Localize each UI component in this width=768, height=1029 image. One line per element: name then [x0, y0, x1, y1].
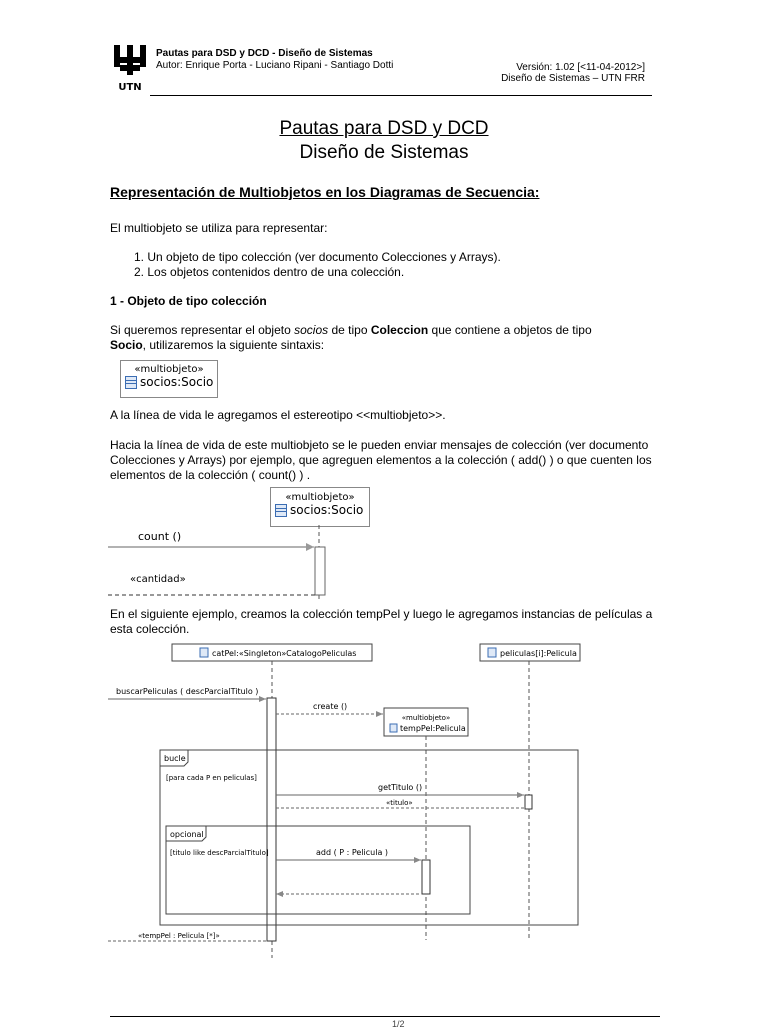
header-version: Versión: 1.02 [<11-04-2012>] [516, 62, 645, 73]
header-doc-title: Pautas para DSD y DCD - Diseño de Sistemas [156, 48, 373, 59]
sequence-diagram-1 [108, 525, 388, 600]
message-add: add ( P : Pelicula ) [316, 848, 389, 857]
sequence-diagram-2 [108, 640, 588, 958]
return-temppel: «tempPel : Pelicula [*]» [138, 932, 220, 940]
logo-text: UTN [118, 82, 142, 93]
section-heading: Representación de Multiobjetos en los Diagramas de Secuencia: [110, 184, 540, 200]
opt-guard: [titulo like descParcialTitulo] [170, 849, 269, 857]
frame-loop-label: bucle [164, 754, 186, 763]
page-title: Pautas para DSD y DCD [279, 118, 489, 139]
footer-divider [110, 1016, 660, 1017]
header-divider [150, 95, 652, 96]
utn-logo [110, 43, 150, 93]
paragraph-2: A la línea de vida le agregamos el estereotipo <<multiobjeto>>. [110, 408, 446, 422]
header-department: Diseño de Sistemas – UTN FRR [501, 73, 645, 84]
multiobject-stereotype: «multiobjeto» [134, 364, 204, 375]
object-icon [275, 504, 287, 517]
temp-name: tempPel:Pelicula [400, 724, 466, 733]
message-gettitulo: getTitulo () [378, 783, 423, 792]
multiobject-box [120, 360, 218, 398]
paragraph-4: En el siguiente ejemplo, creamos la colección tempPel y luego le agregamos instancias de películas a esta colección. [110, 607, 653, 636]
subheading: 1 - Objeto de tipo colección [110, 294, 267, 308]
frame-opt-label: opcional [170, 830, 204, 839]
message-create: create () [313, 702, 348, 711]
return-titulo: «titulo» [386, 799, 413, 807]
paragraph-1: Si queremos representar el objeto socios de tipo Coleccion que contiene a objetos de tipo Socio, utilizaremos la siguiente sintaxis: [110, 323, 592, 352]
message-buscar: buscarPeliculas ( descParcialTitulo ) [116, 687, 259, 696]
loop-guard: [para cada P en peliculas] [166, 774, 257, 782]
object-icon [125, 376, 137, 389]
multiobject-name: socios:Socio [271, 503, 369, 517]
list-item: 2. Los objetos contenidos dentro de una colección. [134, 265, 405, 279]
return-cantidad: «cantidad» [130, 574, 186, 585]
intro-text: El multiobjeto se utiliza para representar: [110, 221, 328, 235]
header-authors: Autor: Enrique Porta - Luciano Ripani - Santiago Dotti [156, 60, 394, 71]
lifeline-peliculas: peliculas[i]:Pelicula [500, 649, 577, 658]
temp-stereotype: «multiobjeto» [401, 714, 451, 722]
lifeline-catalog: catPel:«Singleton»CatalogoPeliculas [212, 649, 357, 658]
list-item: 1. Un objeto de tipo colección (ver documento Colecciones y Arrays). [134, 250, 501, 264]
page-number: 1/2 [392, 1019, 405, 1029]
multiobject-stereotype: «multiobjeto» [285, 492, 355, 503]
page-subtitle: Diseño de Sistemas [299, 142, 469, 163]
message-count: count () [138, 530, 182, 543]
multiobject-name: socios:Socio [121, 375, 217, 389]
paragraph-3: Hacia la línea de vida de este multiobjeto se le pueden enviar mensajes de colección (ver documento Colecciones y Arrays) por ejemplo, que agreguen elementos a la colección ( add() ) o que cuenten los elementos de la colección ( count() ) . [110, 438, 652, 482]
multiobject-box-diagram [270, 487, 370, 527]
